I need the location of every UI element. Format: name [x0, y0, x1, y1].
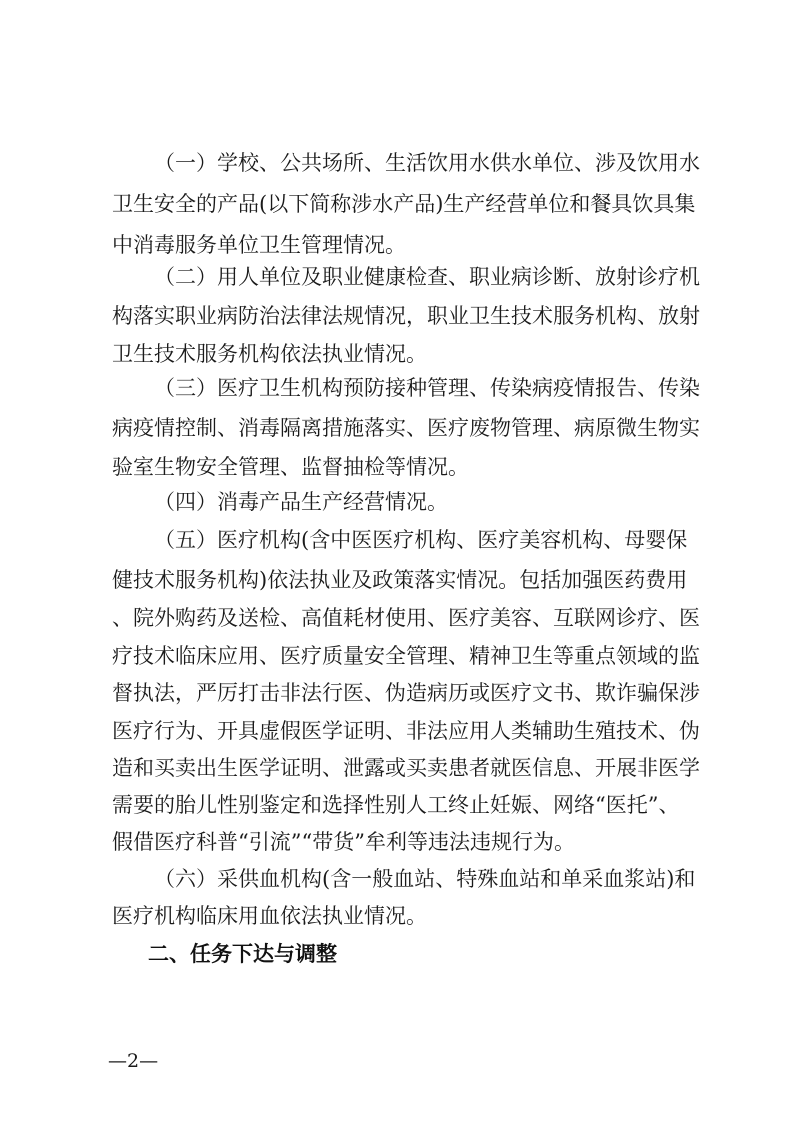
item-5-line-9: 假借医疗科普“引流”“带货”牟利等违法违规行为。	[112, 830, 575, 854]
item-5-line-1: （五）医疗机构(含中医医疗机构、医疗美容机构、母婴保	[154, 528, 688, 552]
item-5-line-6: 医疗行为、开具虚假医学证明、非法应用人类辅助生殖技术、伪	[112, 719, 700, 743]
item-2-line-2: 构落实职业病防治法律法规情况，职业卫生技术服务机构、放射	[112, 304, 700, 328]
item-5-line-4: 疗技术临床应用、医疗质量安全管理、精神卫生等重点领域的监	[112, 644, 700, 668]
item-5-line-2: 健技术服务机构)依法执业及政策落实情况。包括加强医药费用	[112, 568, 688, 592]
item-2-line-1: （二）用人单位及职业健康检查、职业病诊断、放射诊疗机	[154, 265, 700, 289]
item-5-line-8: 需要的胎儿性别鉴定和选择性别人工终止妊娠、网络“医托”、	[112, 793, 680, 817]
item-6-line-2: 医疗机构临床用血依法执业情况。	[112, 904, 427, 928]
item-4-line-1: （四）消毒产品生产经营情况。	[154, 490, 448, 514]
section-heading: 二、任务下达与调整	[148, 942, 337, 966]
item-2-line-3: 卫生技术服务机构依法执业情况。	[112, 342, 427, 366]
page-number: —2—	[108, 1050, 159, 1072]
item-1-line-2: 卫生安全的产品(以下简称涉水产品)生产经营单位和餐具饮具集	[112, 192, 696, 216]
item-3-line-1: （三）医疗卫生机构预防接种管理、传染病疫情报告、传染	[154, 376, 700, 400]
item-3-line-3: 验室生物安全管理、监督抽检等情况。	[112, 455, 469, 479]
item-5-line-7: 造和买卖出生医学证明、泄露或买卖患者就医信息、开展非医学	[112, 756, 700, 780]
item-6-line-1: （六）采供血机构(含一般血站、特殊血站和单采血浆站)和	[154, 867, 696, 891]
item-1-line-1: （一）学校、公共场所、生活饮用水供水单位、涉及饮用水	[154, 151, 700, 175]
item-1-line-3: 中消毒服务单位卫生管理情况。	[112, 233, 406, 257]
item-5-line-3: 、院外购药及送检、高值耗材使用、医疗美容、互联网诊疗、医	[112, 606, 700, 630]
item-3-line-2: 病疫情控制、消毒隔离措施落实、医疗废物管理、病原微生物实	[112, 416, 700, 440]
item-5-line-5: 督执法，严厉打击非法行医、伪造病历或医疗文书、欺诈骗保涉	[112, 681, 700, 705]
